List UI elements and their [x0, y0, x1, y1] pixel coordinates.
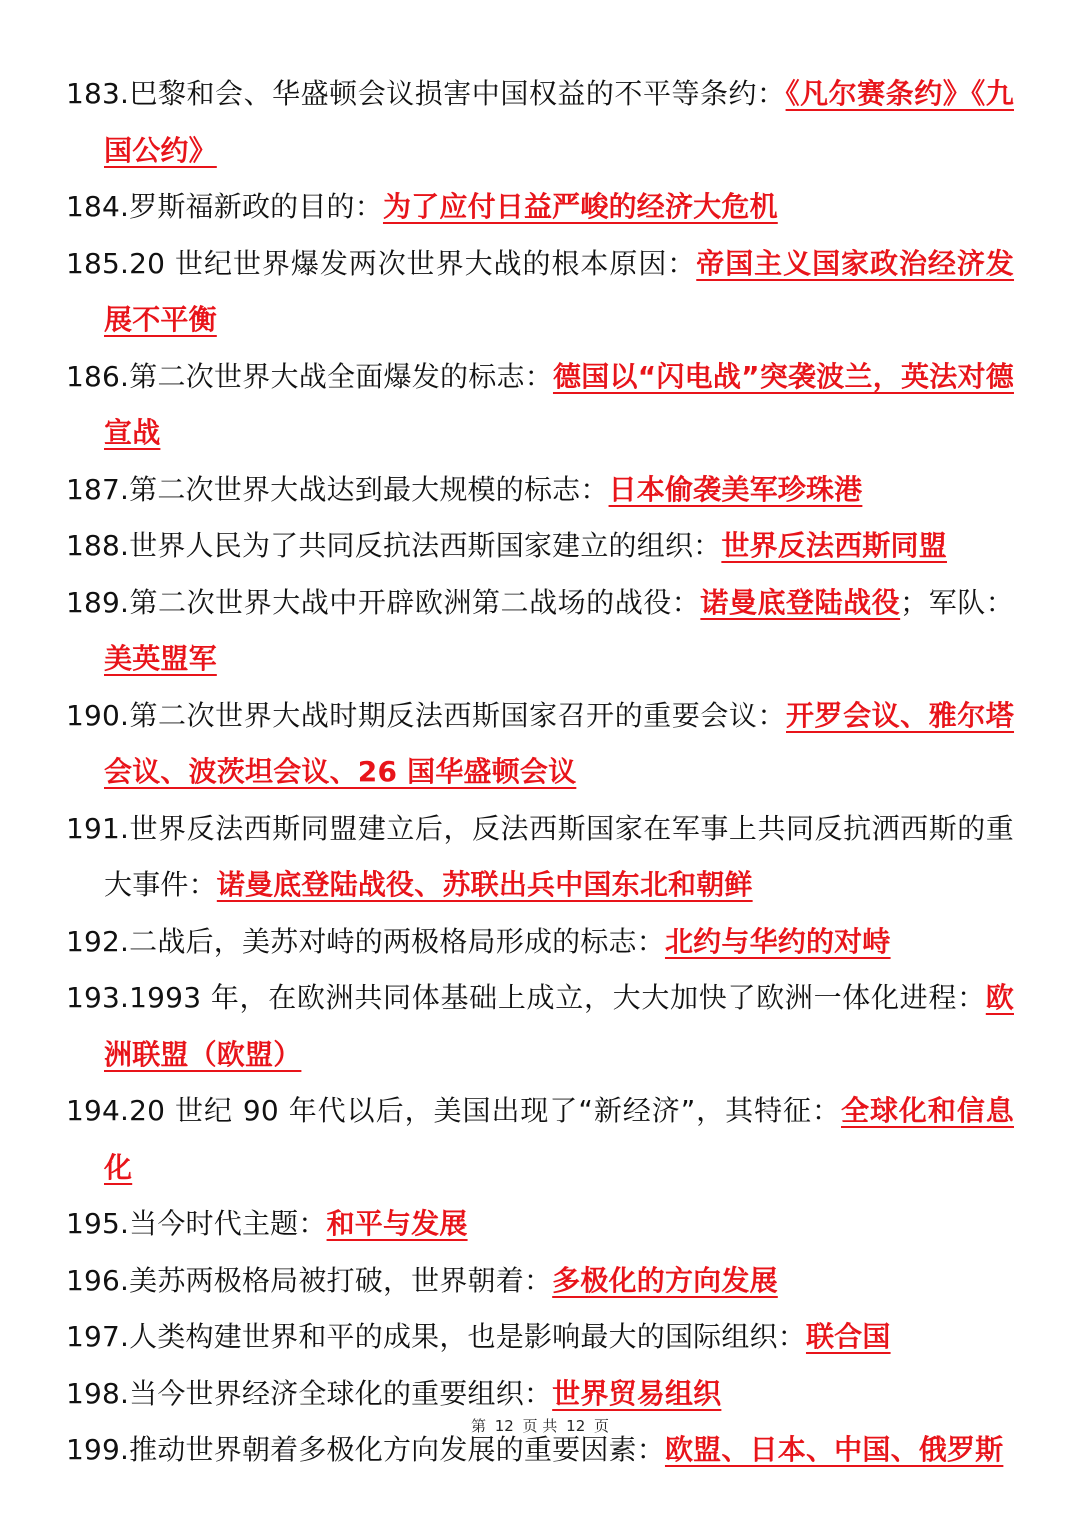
item-answer: 帝国主义国家政治经济发展不平衡	[104, 246, 1015, 336]
item-question-tail: ；军队：	[900, 585, 1014, 619]
item-question: 1993 年，在欧洲共同体基础上成立，大大加快了欧洲一体化进程：	[129, 981, 986, 1014]
item-answer: 世界贸易组织	[552, 1376, 722, 1410]
footer-current-page: 12	[494, 1417, 514, 1435]
question-list	[66, 66, 1014, 1479]
item-number: 195.	[66, 1207, 130, 1240]
item-answer: 全球化和信息化	[104, 1094, 1014, 1184]
item-answer: 开罗会议、雅尔塔会议、波茨坦会议、26 国华盛顿会议	[104, 698, 1015, 788]
item-number: 196.	[66, 1263, 130, 1297]
item-question: 罗斯福新政的目的：	[129, 190, 383, 223]
list-item	[66, 1309, 1014, 1366]
list-item	[66, 1196, 1014, 1253]
footer-prefix: 第	[470, 1417, 486, 1435]
item-answer: 诺曼底登陆战役、苏联出兵中国东北和朝鲜	[216, 868, 753, 901]
item-question: 世界反法西斯同盟建立后，反法西斯国家在军事上共同反抗洒西斯的重大事件：	[104, 811, 1014, 901]
item-number: 189.	[66, 585, 130, 619]
item-question: 巴黎和会、华盛顿会议损害中国权益的不平等条约：	[129, 77, 786, 110]
item-number: 192.	[66, 924, 130, 958]
item-number: 191.	[66, 811, 130, 845]
item-number: 197.	[66, 1320, 130, 1353]
page-footer	[0, 1415, 1080, 1436]
list-item	[66, 66, 1014, 179]
item-question: 20 世纪 90 年代以后，美国出现了“新经济”，其特征：	[129, 1094, 841, 1127]
item-answer: 世界反法西斯同盟	[721, 529, 947, 562]
item-answer: 多极化的方向发展	[552, 1263, 778, 1297]
item-number: 188.	[66, 529, 130, 562]
item-question: 世界人民为了共同反抗法西斯国家建立的组织：	[129, 529, 722, 562]
item-answer: 诺曼底登陆战役	[700, 585, 901, 619]
item-question: 推动世界朝着多极化方向发展的重要因素：	[129, 1433, 665, 1466]
list-item	[66, 236, 1014, 349]
item-number: 185.	[66, 246, 130, 280]
item-answer: 和平与发展	[326, 1207, 468, 1240]
item-question: 美苏两极格局被打破，世界朝着：	[129, 1263, 553, 1297]
list-item	[66, 970, 1014, 1083]
list-item	[66, 179, 1014, 236]
item-question: 第二次世界大战达到最大规模的标志：	[129, 472, 609, 506]
list-item	[66, 575, 1014, 688]
list-item	[66, 518, 1014, 575]
item-question: 人类构建世界和平的成果，也是影响最大的国际组织：	[129, 1320, 806, 1353]
item-answer: 《凡尔赛条约》《九国公约》	[104, 77, 1014, 167]
item-number: 198.	[66, 1376, 130, 1410]
footer-suffix: 页	[594, 1417, 610, 1435]
item-answer-secondary: 美英盟军	[104, 642, 217, 675]
item-answer: 联合国	[805, 1320, 891, 1353]
list-item	[66, 1253, 1014, 1310]
item-question: 当今时代主题：	[129, 1207, 327, 1240]
item-question: 当今世界经济全球化的重要组织：	[129, 1376, 553, 1410]
list-item	[66, 1083, 1014, 1196]
item-number: 184.	[66, 190, 130, 223]
item-number: 193.	[66, 981, 130, 1014]
footer-middle: 页 共	[522, 1417, 558, 1435]
item-number: 190.	[66, 698, 130, 732]
footer-total-pages: 12	[566, 1417, 586, 1435]
item-number: 186.	[66, 359, 130, 393]
item-number: 183.	[66, 77, 130, 110]
item-answer: 北约与华约的对峙	[664, 924, 891, 958]
item-question: 20 世纪世界爆发两次世界大战的根本原因：	[129, 246, 697, 280]
item-answer: 德国以“闪电战”突袭波兰，英法对德宣战	[104, 359, 1014, 449]
item-question: 第二次世界大战全面爆发的标志：	[129, 359, 553, 393]
list-item	[66, 688, 1014, 801]
list-item	[66, 1366, 1014, 1423]
list-item	[66, 801, 1014, 914]
item-question: 第二次世界大战中开辟欧洲第二战场的战役：	[129, 585, 701, 619]
item-number: 187.	[66, 472, 130, 506]
item-answer: 为了应付日益严峻的经济大危机	[382, 190, 778, 223]
item-answer: 日本偷袭美军珍珠港	[608, 472, 863, 506]
item-answer: 欧洲联盟（欧盟）	[104, 981, 1014, 1071]
item-answer: 欧盟、日本、中国、俄罗斯	[664, 1433, 1004, 1466]
item-question: 二战后，美苏对峙的两极格局形成的标志：	[129, 924, 665, 958]
list-item	[66, 349, 1014, 462]
list-item	[66, 462, 1014, 519]
item-question: 第二次世界大战时期反法西斯国家召开的重要会议：	[129, 698, 786, 732]
item-number: 199.	[66, 1433, 130, 1466]
item-number: 194.	[66, 1094, 130, 1127]
list-item	[66, 914, 1014, 971]
